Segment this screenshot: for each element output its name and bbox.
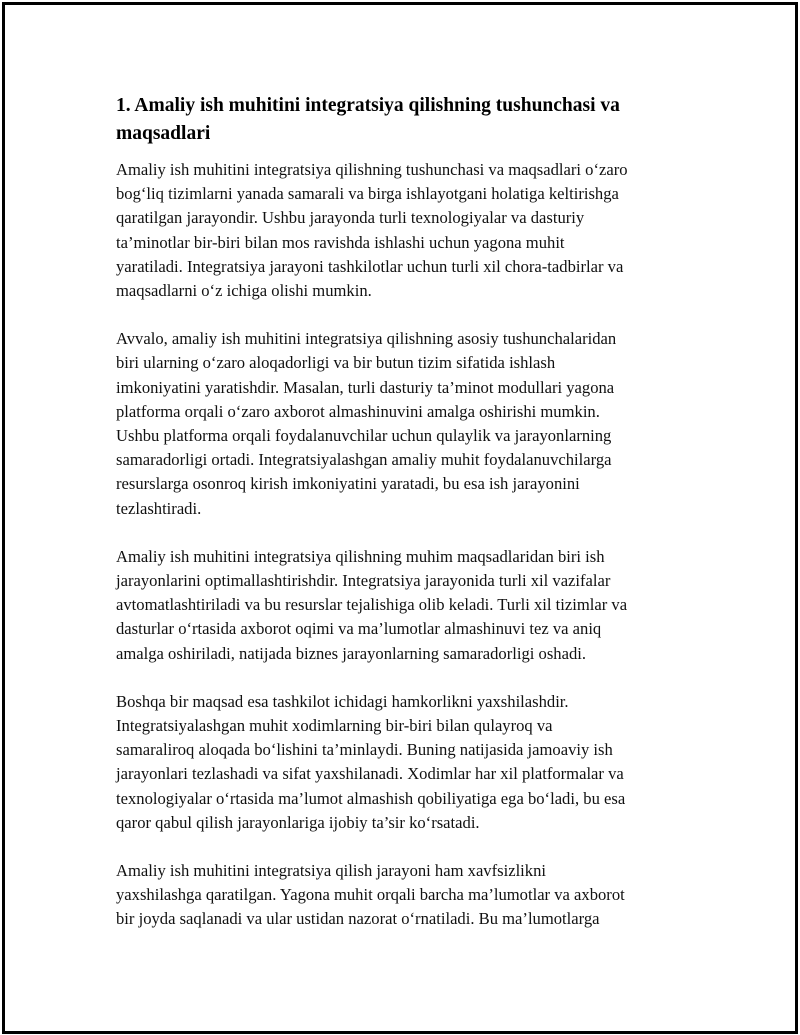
text-line: bog‘liq tizimlarni yanada samarali va birga ishlayotgani holatiga keltirishga [116, 184, 619, 204]
text-line: bir joyda saqlanadi va ular ustidan nazorat o‘rnatiladi. Bu ma’lumotlarga [116, 909, 600, 929]
text-line: Integratsiyalashgan muhit xodimlarning bir-biri bilan qulayroq va [116, 716, 553, 736]
heading-line: maqsadlari [116, 123, 211, 144]
text-line: jarayonlarini optimallashtirishdir. Integratsiya jarayonida turli xil vazifalar [116, 571, 611, 591]
paragraph-3 [116, 545, 691, 666]
text-line: dasturlar o‘rtasida axborot oqimi va ma’lumotlar almashinuvi tez va aniq [116, 619, 602, 639]
text-line: Ushbu platforma orqali foydalanuvchilar uchun qulaylik va jarayonlarning [116, 426, 612, 446]
text-line: resurslarga osonroq kirish imkoniyatini yaratadi, bu esa ish jarayonini [116, 474, 580, 494]
paragraph-1 [116, 158, 691, 303]
text-line: qaratilgan jarayondir. Ushbu jarayonda turli texnologiyalar va dasturiy [116, 208, 585, 228]
text-line: samaradorligi ortadi. Integratsiyalashgan amaliy muhit foydalanuvchilarga [116, 450, 612, 470]
text-line: yaxshilashga qaratilgan. Yagona muhit orqali barcha ma’lumotlar va axborot [116, 885, 625, 905]
text-line: ta’minotlar bir-biri bilan mos ravishda ishlashi uchun yagona muhit [116, 232, 565, 252]
text-line: biri ularning o‘zaro aloqadorligi va bir butun tizim sifatida ishlash [116, 353, 556, 373]
text-line: samaraliroq aloqada bo‘lishini ta’minlaydi. Buning natijasida jamoaviy ish [116, 740, 613, 760]
text-line: Boshqa bir maqsad esa tashkilot ichidagi hamkorlikni yaxshilashdir. [116, 691, 569, 711]
text-line: avtomatlashtiriladi va bu resurslar tejalishiga olib keladi. Turli xil tizimlar va [116, 595, 628, 615]
text-line: Amaliy ish muhitini integratsiya qilish jarayoni ham xavfsizlikni [116, 861, 546, 881]
paragraph-4 [116, 690, 691, 835]
section-heading [116, 92, 691, 148]
text-line: platforma orqali o‘zaro axborot almashinuvini amalga oshirishi mumkin. [116, 401, 600, 421]
text-line: tezlashtiradi. [116, 498, 202, 518]
text-line: Amaliy ish muhitini integratsiya qilishning muhim maqsadlaridan biri ish [116, 546, 605, 566]
text-line: Amaliy ish muhitini integratsiya qilishning tushunchasi va maqsadlari o‘zaro [116, 160, 628, 179]
text-line: jarayonlari tezlashadi va sifat yaxshilanadi. Xodimlar har xil platformalar va [116, 764, 624, 784]
text-line: imkoniyatini yaratishdir. Masalan, turli dasturiy ta’minot modullari yagona [116, 377, 615, 397]
text-line: texnologiyalar o‘rtasida ma’lumot almashish qobiliyatiga ega bo‘ladi, bu esa [116, 788, 626, 808]
heading-line: 1. Amaliy ish muhitini integratsiya qilishning tushunchasi va [116, 95, 620, 116]
paragraph-2 [116, 327, 691, 521]
document-body [116, 92, 691, 956]
text-line: Avvalo, amaliy ish muhitini integratsiya qilishning asosiy tushunchalaridan [116, 329, 617, 349]
text-line: yaratiladi. Integratsiya jarayoni tashkilotlar uchun turli xil chora-tadbirlar va [116, 256, 624, 276]
text-line: amalga oshiriladi, natijada biznes jarayonlarning samaradorligi oshadi. [116, 643, 587, 663]
text-line: maqsadlarni o‘z ichiga olishi mumkin. [116, 281, 372, 301]
text-line: qaror qabul qilish jarayonlariga ijobiy ta’sir ko‘rsatadi. [116, 812, 480, 832]
paragraph-5 [116, 859, 691, 932]
